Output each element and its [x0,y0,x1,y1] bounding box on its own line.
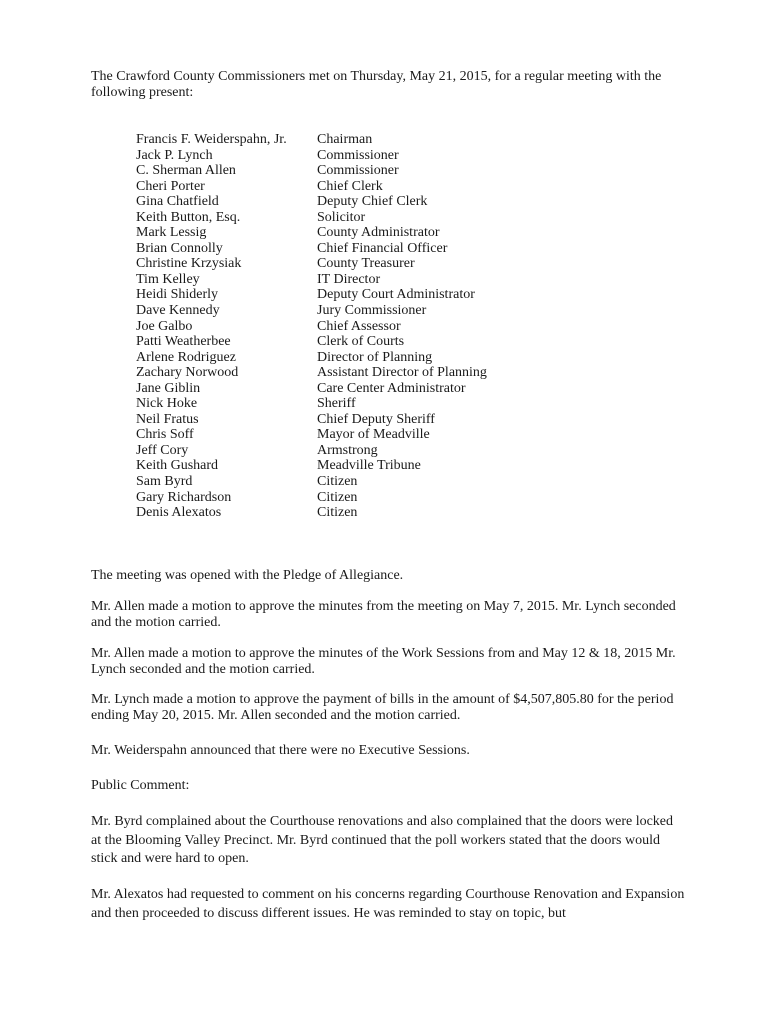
attendee-row [136,256,596,272]
attendee-row [136,303,596,319]
attendee-row [136,163,596,179]
attendee-name: Neil Fratus [136,411,199,427]
attendee-row [136,319,596,335]
attendee-name: Gina Chatfield [136,194,219,210]
byrd-comment-paragraph: Mr. Byrd complained about the Courthouse renovations and also complained that the doors were locked at the Blooming Valley Precinct. Mr. Byrd continued that the poll workers stated that the doors would stick and were hard to open. [91,814,674,866]
attendee-row [136,474,596,490]
attendee-name: Christine Krzysiak [136,256,242,272]
attendee-role: Deputy Court Administrator [317,287,475,303]
attendee-row [136,505,596,521]
attendee-list [136,132,596,521]
executive-sessions-paragraph: Mr. Weiderspahn announced that there were no Executive Sessions. [91,743,470,758]
attendee-row [136,396,596,412]
attendee-row [136,365,596,381]
attendee-row [136,225,596,241]
attendee-row [136,427,596,443]
attendee-row [136,179,596,195]
attendee-row [136,381,596,397]
attendee-role: Sheriff [317,396,356,412]
attendee-name: Mark Lessig [136,225,207,241]
attendee-name: Tim Kelley [136,271,200,287]
attendee-row [136,132,596,148]
attendee-role: Chairman [317,132,373,147]
attendee-row [136,443,596,459]
attendee-name: C. Sherman Allen [136,163,236,179]
attendee-row [136,458,596,474]
attendee-row [136,287,596,303]
attendee-name: Patti Weatherbee [136,334,231,350]
attendee-name: Nick Hoke [136,396,198,412]
attendee-role: Chief Assessor [317,318,401,334]
attendee-role: Mayor of Meadville [317,427,430,443]
alexatos-comment-paragraph: Mr. Alexatos had requested to comment on his concerns regarding Courthouse Renovation and Expansion and then proceeded to discuss different issues. He was reminded to stay on topic, but [91,887,685,921]
attendee-name: Jeff Cory [136,442,189,458]
attendee-role: IT Director [317,271,381,287]
attendee-role: Deputy Chief Clerk [317,194,428,210]
attendee-role: Citizen [317,474,358,490]
attendee-role: County Administrator [317,225,440,241]
attendee-name: Dave Kennedy [136,303,220,319]
attendee-name: Jack P. Lynch [136,147,213,163]
attendee-row [136,241,596,257]
attendee-name: Gary Richardson [136,489,232,505]
attendee-role: Chief Deputy Sheriff [317,411,435,427]
attendee-role: Commissioner [317,147,399,163]
attendee-role: Solicitor [317,209,366,225]
attendee-name: Francis F. Weiderspahn, Jr. [136,132,287,147]
attendee-row [136,412,596,428]
attendee-row [136,148,596,164]
attendee-name: Chris Soff [136,427,194,443]
attendee-name: Denis Alexatos [136,505,222,521]
attendee-role: Chief Clerk [317,178,383,194]
attendee-name: Jane Giblin [136,380,201,396]
pledge-paragraph: The meeting was opened with the Pledge of Allegiance. [91,568,404,583]
bills-paragraph: Mr. Lynch made a motion to approve the payment of bills in the amount of $4,507,805.80 for the period ending May 20, 2015. Mr. Allen seconded and the motion carried. [91,692,674,723]
attendee-name: Cheri Porter [136,178,205,194]
attendee-role: Commissioner [317,163,399,179]
minutes-work-sessions-paragraph: Mr. Allen made a motion to approve the minutes of the Work Sessions from and May 12 & 18, 2015 Mr. Lynch seconded and the motion carried. [91,646,676,677]
attendee-name: Heidi Shiderly [136,287,219,303]
attendee-row [136,334,596,350]
attendee-name: Keith Gushard [136,458,219,474]
intro-paragraph: The Crawford County Commissioners met on Thursday, May 21, 2015, for a regular meeting with the following present: [91,69,662,100]
attendee-role: Assistant Director of Planning [317,365,487,381]
attendee-row [136,272,596,288]
attendee-role: Jury Commissioner [317,303,427,319]
minutes-may7-paragraph: Mr. Allen made a motion to approve the minutes from the meeting on May 7, 2015. Mr. Lynch seconded and the motion carried. [91,599,676,630]
attendee-role: Clerk of Courts [317,334,405,350]
attendee-role: Chief Financial Officer [317,240,448,256]
attendee-role: Director of Planning [317,349,433,365]
attendee-row [136,210,596,226]
attendee-role: Care Center Administrator [317,380,466,396]
attendee-name: Joe Galbo [136,318,193,334]
attendee-name: Keith Button, Esq. [136,209,241,225]
attendee-role: Armstrong [317,442,378,458]
attendee-role: Citizen [317,505,358,521]
attendee-row [136,350,596,366]
attendee-role: Citizen [317,489,358,505]
attendee-name: Brian Connolly [136,240,223,256]
attendee-name: Arlene Rodriguez [136,349,236,365]
attendee-row [136,194,596,210]
attendee-name: Sam Byrd [136,474,193,490]
attendee-row [136,490,596,506]
public-comment-heading: Public Comment: [91,778,190,793]
attendee-name: Zachary Norwood [136,365,239,381]
attendee-role: Meadville Tribune [317,458,421,474]
attendee-role: County Treasurer [317,256,415,272]
